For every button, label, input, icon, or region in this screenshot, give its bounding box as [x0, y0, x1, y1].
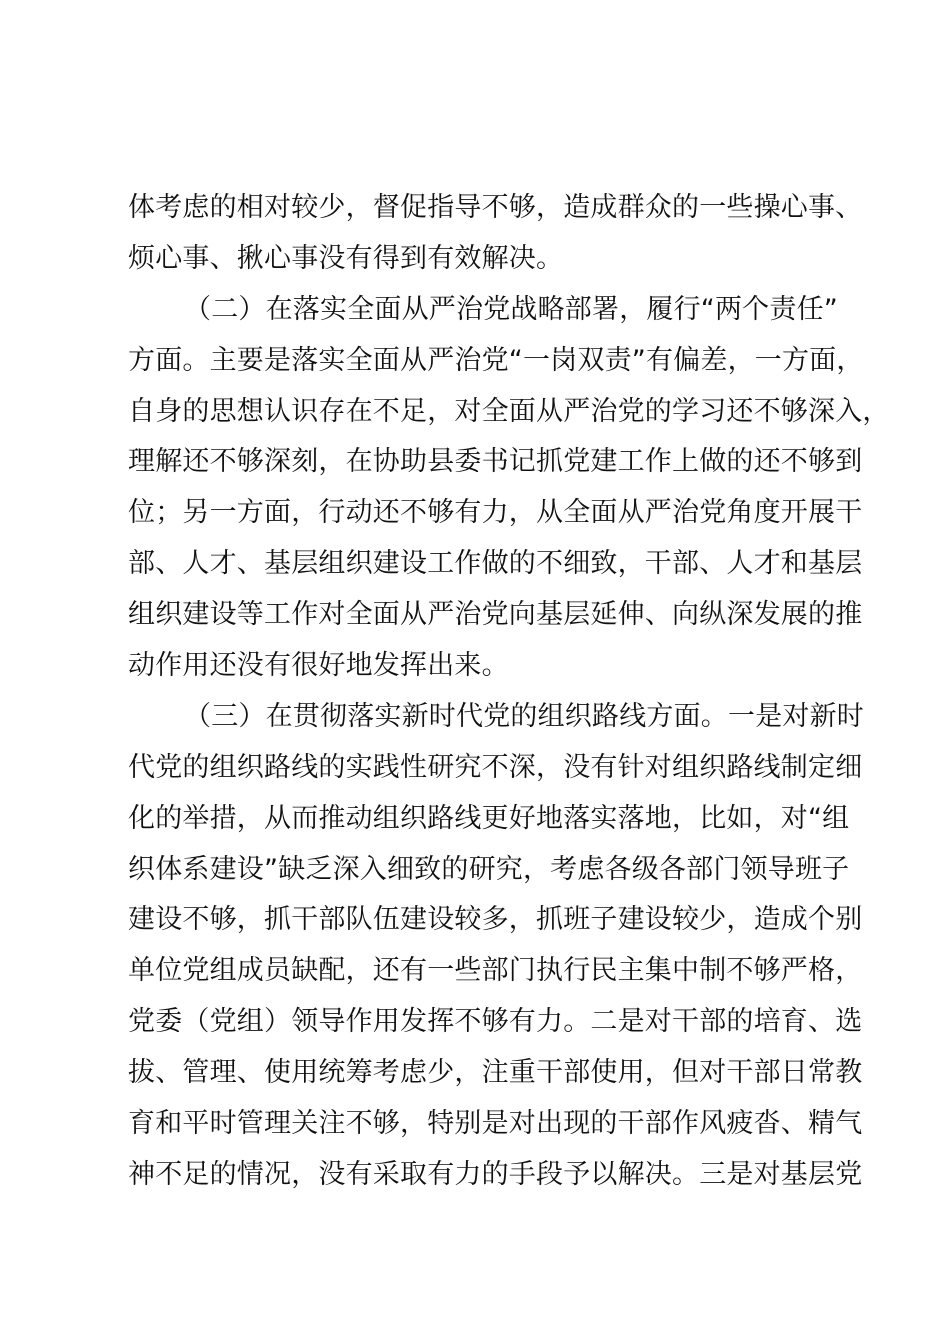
document-body: [128, 183, 890, 1201]
paragraph-start-line: （二）在落实全面从严治党战略部署，履行“两个责任”: [184, 293, 838, 325]
text-line: 单位党组成员缺配，还有一些部门执行民主集中制不够严格，: [128, 955, 863, 987]
text-line: 育和平时管理关注不够，特别是对出现的干部作风疲沓、精气: [128, 1108, 863, 1140]
text-line: 体考虑的相对较少，督促指导不够，造成群众的一些操心事、: [128, 192, 863, 223]
paragraph-start-line: （三）在贯彻落实新时代党的组织路线方面。一是对新时: [184, 700, 864, 732]
text-line: 理解还不够深刻，在协助县委书记抓党建工作上做的还不够到: [128, 446, 863, 478]
text-line: 位；另一方面，行动还不够有力，从全面从严治党角度开展干: [128, 497, 863, 529]
text-line: 动作用还没有很好地发挥出来。: [128, 650, 509, 682]
text-line: 神不足的情况，没有采取有力的手段予以解决。三是对基层党: [128, 1158, 863, 1190]
text-line: 化的举措，从而推动组织路线更好地落实落地，比如，对“组: [128, 802, 850, 834]
text-line: 织体系建设”缺乏深入细致的研究，考虑各级各部门领导班子: [128, 853, 850, 885]
text-line: 代党的组织路线的实践性研究不深，没有针对组织路线制定细: [128, 751, 863, 783]
text-line: 自身的思想认识存在不足，对全面从严治党的学习还不够深入，: [128, 395, 890, 427]
text-line: 组织建设等工作对全面从严治党向基层延伸、向纵深发展的推: [128, 599, 863, 631]
text-line: 烦心事、揪心事没有得到有效解决。: [128, 242, 564, 274]
text-line: 党委（党组）领导作用发挥不够有力。二是对干部的培育、选: [128, 1006, 863, 1038]
text-line: 方面。主要是落实全面从严治党“一岗双责”有偏差，一方面，: [128, 344, 864, 376]
text-line: 部、人才、基层组织建设工作做的不细致，干部、人才和基层: [128, 548, 863, 580]
text-line: 拔、管理、使用统筹考虑少，注重干部使用，但对干部日常教: [128, 1057, 863, 1089]
text-line: 建设不够，抓干部队伍建设较多，抓班子建设较少，造成个别: [128, 904, 863, 936]
